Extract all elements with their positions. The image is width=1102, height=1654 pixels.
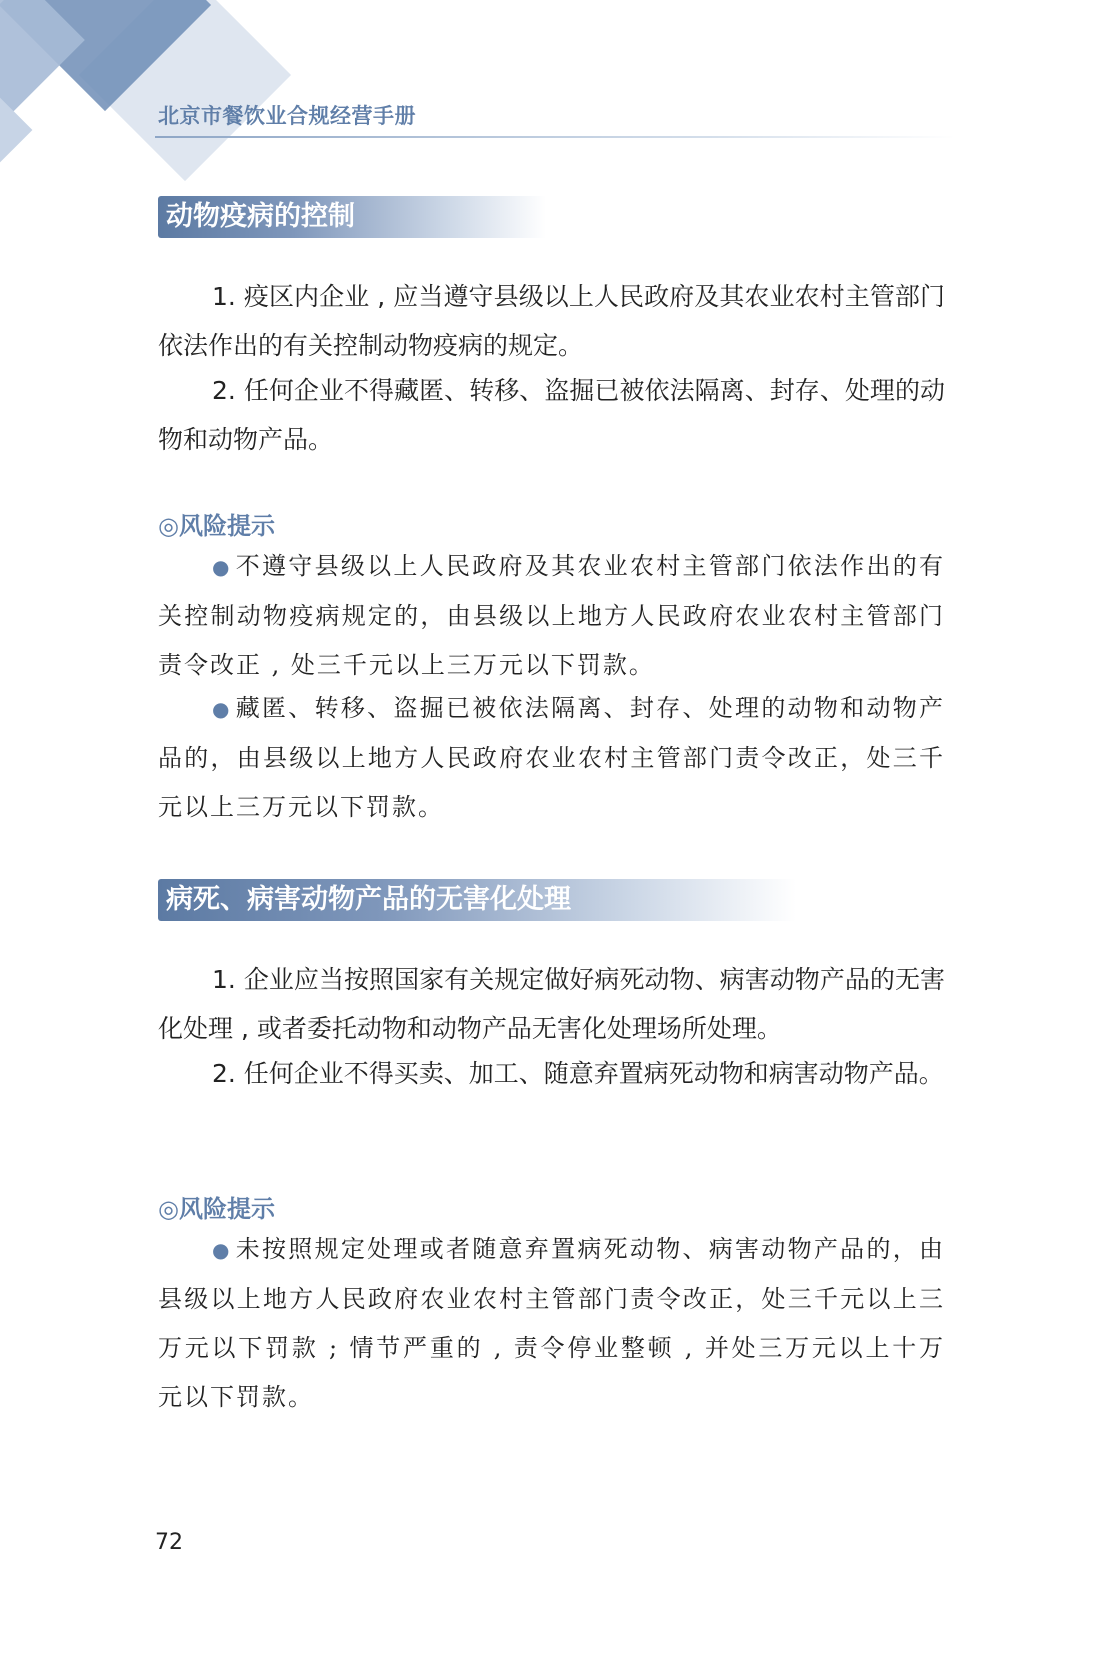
- section1-paragraph-2: 2. 任何企业不得藏匿、转移、盗掘已被依法隔离、封存、处理的动物和动物产品。: [158, 376, 945, 454]
- risk-text: 不遵守县级以上人民政府及其农业农村主管部门依法作出的有关控制动物疫病规定的，由县级以上地方人民政府农业农村主管部门责令改正 , 处三千元以上三万元以下罚款。: [158, 552, 945, 679]
- risk-heading: ◎风险提示: [158, 512, 275, 540]
- bullet-icon: ●: [212, 697, 232, 721]
- section2-paragraph-1: 1. 企业应当按照国家有关规定做好病死动物、病害动物产品的无害化处理 , 或者委托动物和动物产品无害化处理场所处理。: [158, 965, 945, 1043]
- header-rule: [155, 136, 955, 138]
- risk-text: 未按照规定处理或者随意弃置病死动物、病害动物产品的，由县级以上地方人民政府农业农村主管部门责令改正，处三千元以上三万元以下罚款 ; 情节严重的 , 责令停业整顿 , 并处三万元以上十万元以下罚款。: [158, 1235, 945, 1411]
- bullet-icon: ●: [212, 555, 232, 579]
- section1-paragraph-1: 1. 疫区内企业 , 应当遵守县级以上人民政府及其农业农村主管部门依法作出的有关控制动物疫病的规定。: [158, 282, 945, 360]
- section-title-harmless-treatment: 病死、病害动物产品的无害化处理: [158, 879, 796, 921]
- running-header: 北京市餐饮业合规经营手册: [158, 104, 416, 128]
- bullet-icon: ●: [212, 1238, 232, 1262]
- risk-item: [158, 542, 945, 690]
- risk-item: [158, 684, 945, 832]
- section2-paragraph-2: 2. 任何企业不得买卖、加工、随意弃置病死动物和病害动物产品。: [212, 1059, 944, 1088]
- risk-item: [158, 1225, 945, 1422]
- risk-heading: ◎风险提示: [158, 1195, 275, 1223]
- section-title-animal-disease-control: 动物疫病的控制: [158, 196, 546, 238]
- page-number: 72: [155, 1530, 183, 1555]
- risk-text: 藏匿、转移、盗掘已被依法隔离、封存、处理的动物和动物产品的，由县级以上地方人民政府农业农村主管部门责令改正，处三千元以上三万元以下罚款。: [158, 694, 945, 821]
